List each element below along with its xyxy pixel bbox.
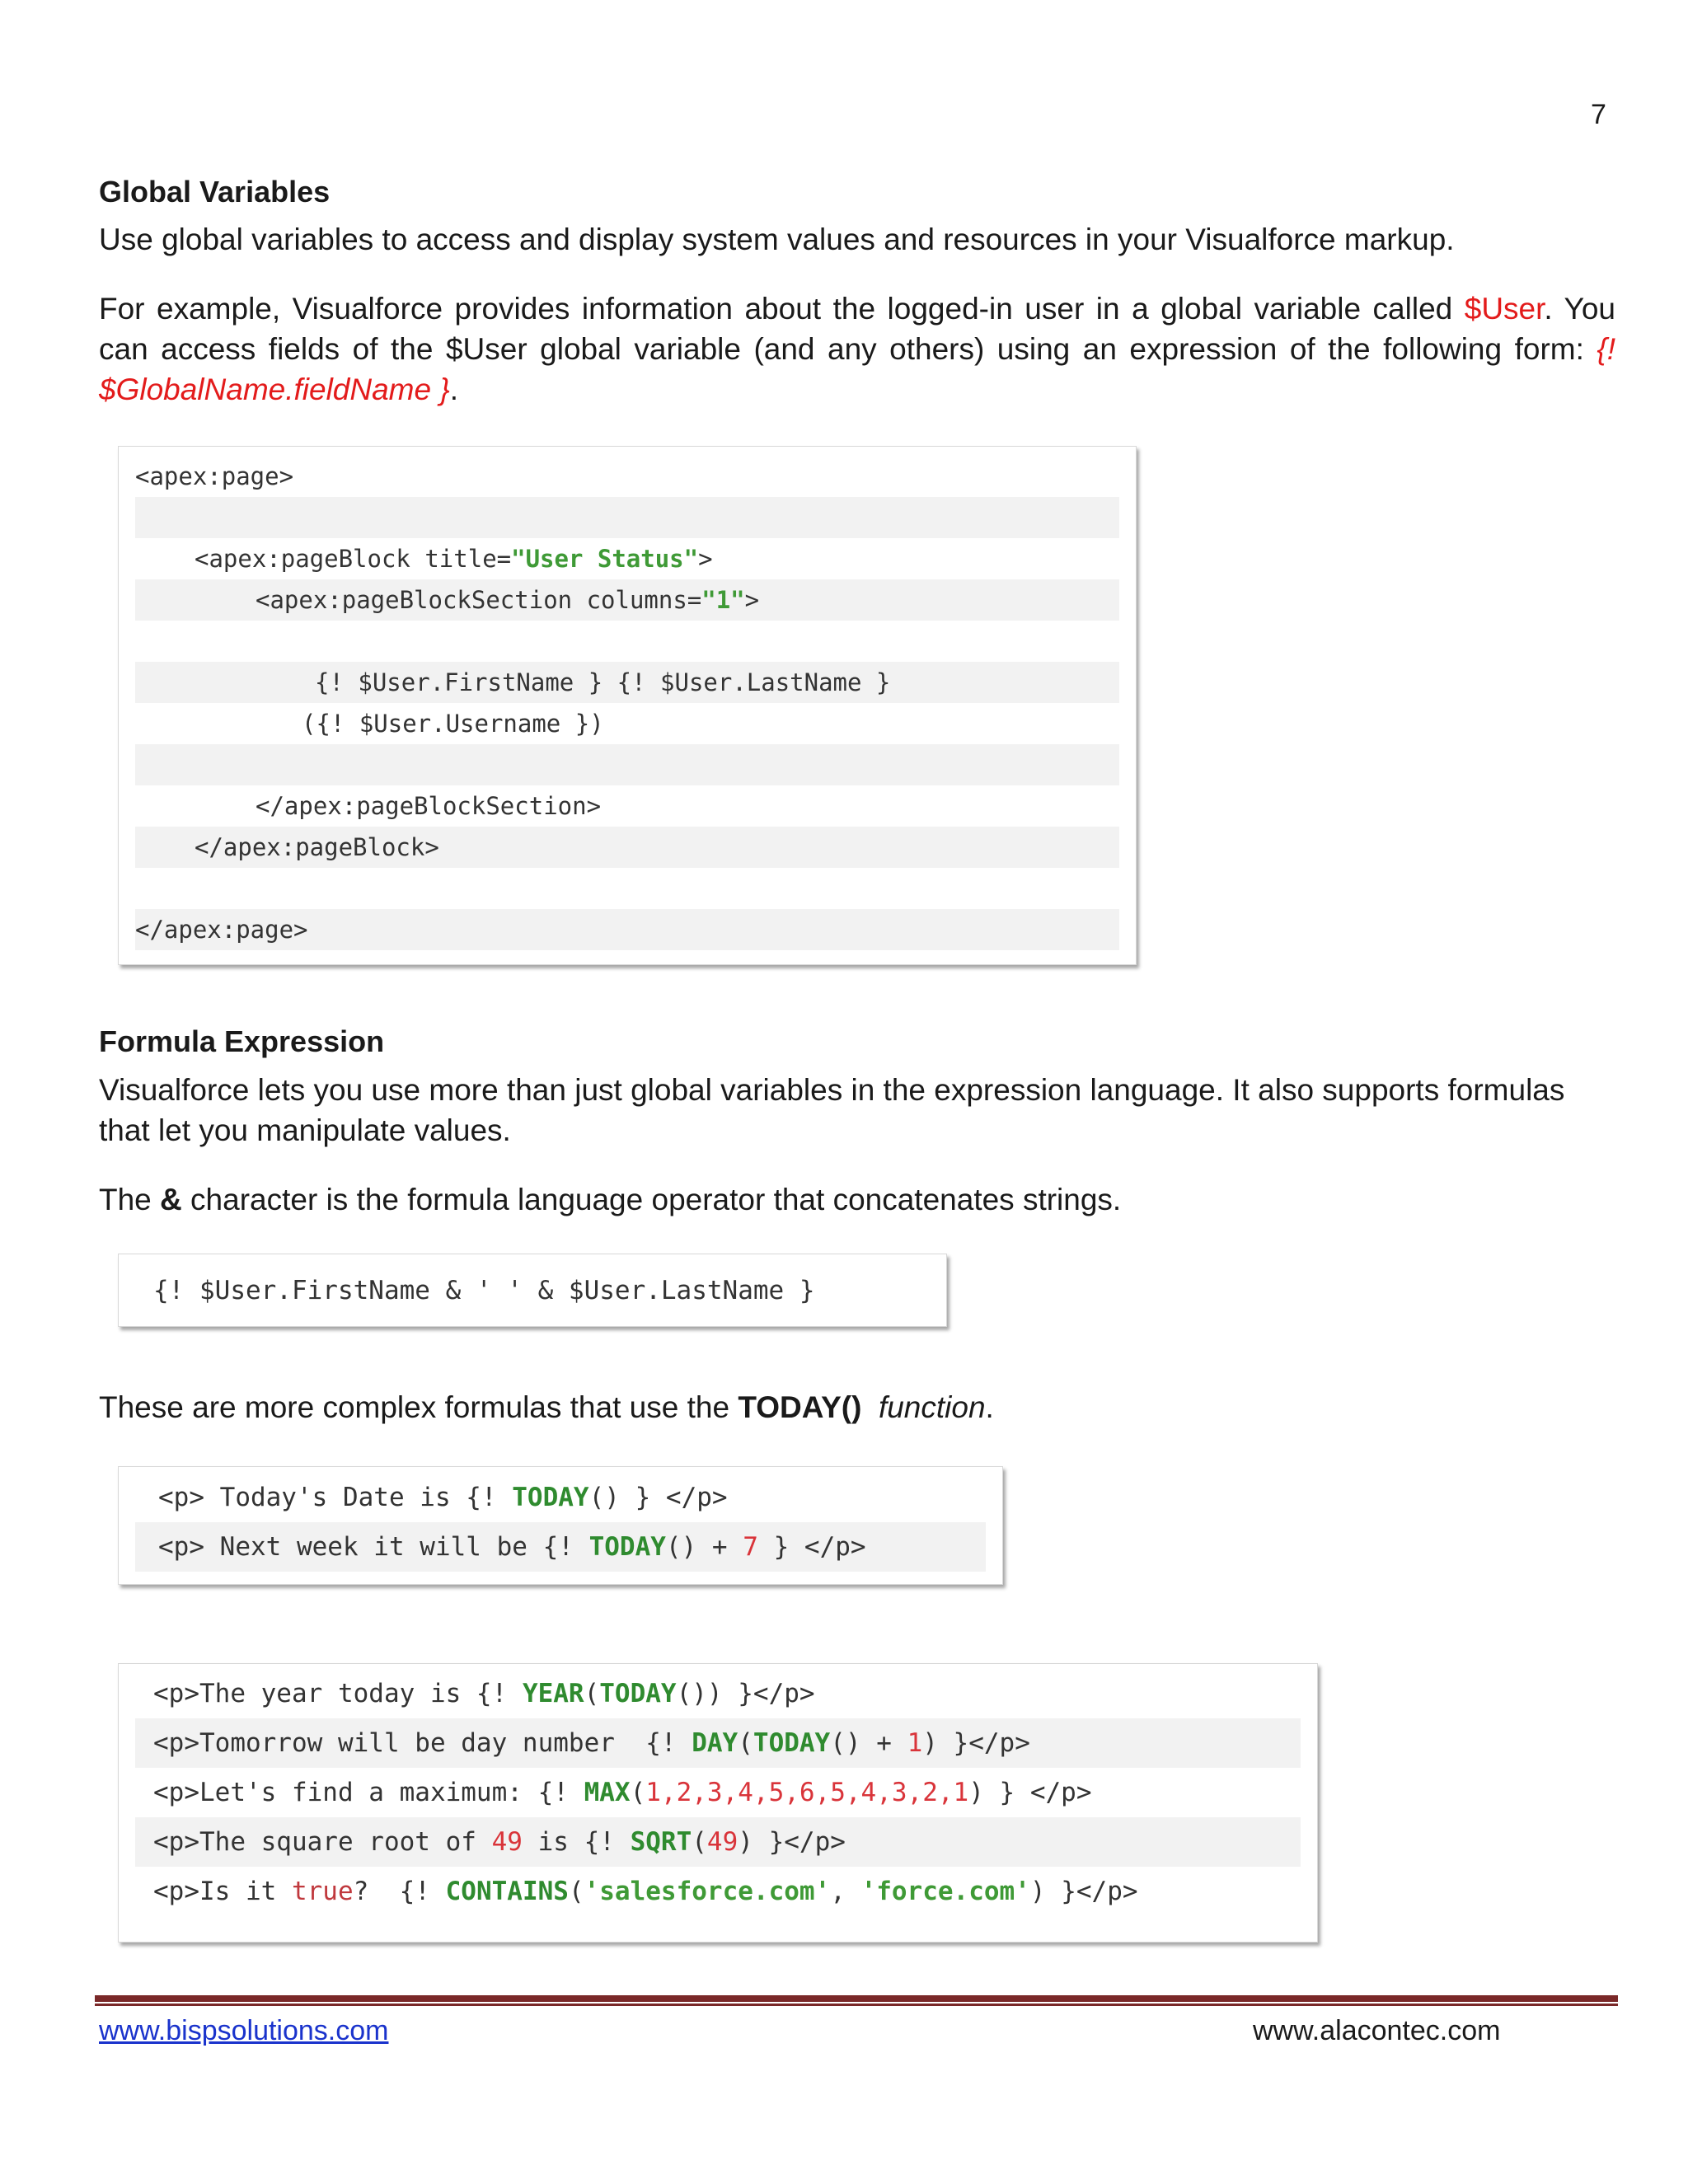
today-code-block <box>118 1466 1003 1585</box>
code-line <box>135 744 1119 785</box>
code-line: <p>The year today is {! YEAR(TODAY()) }</p> <box>153 1679 815 1708</box>
code-line: <p> Next week it will be {! TODAY() + 7 } </p> <box>135 1522 986 1572</box>
bispsolutions-link[interactable]: www.bispsolutions.com <box>99 2015 389 2046</box>
code-line: <p>The square root of 49 is {! SQRT(49) }</p> <box>135 1817 1301 1867</box>
concat-code-block <box>118 1254 947 1327</box>
complex-formulas-code-block <box>118 1663 1318 1943</box>
code-line: <p> Today's Date is {! TODAY() } </p> <box>158 1483 728 1512</box>
global-variables-example <box>99 288 1615 410</box>
page-number: 7 <box>1591 99 1606 130</box>
code-line: ({! $User.Username }) <box>302 710 604 738</box>
code-line: <apex:pageBlock title="User Status"> <box>195 545 713 573</box>
code-line <box>135 868 1119 909</box>
code-line: {! $User.FirstName } {! $User.LastName } <box>135 662 1119 703</box>
global-variables-intro: Use global variables to access and display system values and resources in your Visualforce markup. <box>99 223 1455 256</box>
code-line: </apex:pageBlockSection> <box>256 792 602 820</box>
ampersand-description: The & character is the formula language operator that concatenates strings. <box>99 1183 1122 1216</box>
today-description: These are more complex formulas that use the TODAY() function. <box>99 1390 994 1424</box>
example-end: . <box>449 373 458 406</box>
heading-global-variables: Global Variables <box>99 175 331 209</box>
example-mid: . You can access fields of the $User global variable (and any others) using an expression of the following form: <box>99 292 1615 366</box>
code-line: <p>Let's find a maximum: {! MAX(1,2,3,4,5,6,5,4,3,2,1) } </p> <box>153 1778 1092 1807</box>
alacontec-text: www.alacontec.com <box>1253 2015 1501 2046</box>
user-variable: $User <box>1464 292 1545 326</box>
code-line: <apex:pageBlockSection columns="1"> <box>135 579 1119 621</box>
global-expression-form: {! $GlobalName.fieldName } <box>99 332 1615 406</box>
code-line <box>135 621 1119 662</box>
code-line <box>135 497 1119 538</box>
heading-formula-expression: Formula Expression <box>99 1024 385 1058</box>
ampersand-operator: & <box>160 1183 182 1216</box>
example-prefix: For example, Visualforce provides information about the logged-in user in a global variable called <box>99 292 1465 326</box>
code-line: </apex:page> <box>135 909 1119 950</box>
footer-divider <box>95 1995 1618 2002</box>
apex-page-code-block <box>118 446 1137 965</box>
code-line: </apex:pageBlock> <box>135 827 1119 868</box>
today-function-name: TODAY() <box>738 1390 862 1424</box>
code-line: <apex:page> <box>135 462 294 490</box>
footer-divider-thin <box>95 2004 1618 2006</box>
code-line: {! $User.FirstName & ' ' & $User.LastName } <box>153 1276 815 1305</box>
formula-expression-intro: Visualforce lets you use more than just global variables in the expression language. It also supports formulas that let you manipulate values. <box>99 1073 1565 1147</box>
code-line: <p>Tomorrow will be day number {! DAY(TODAY() + 1) }</p> <box>135 1718 1301 1768</box>
code-line: <p>Is it true? {! CONTAINS('salesforce.com', 'force.com') }</p> <box>153 1877 1138 1906</box>
